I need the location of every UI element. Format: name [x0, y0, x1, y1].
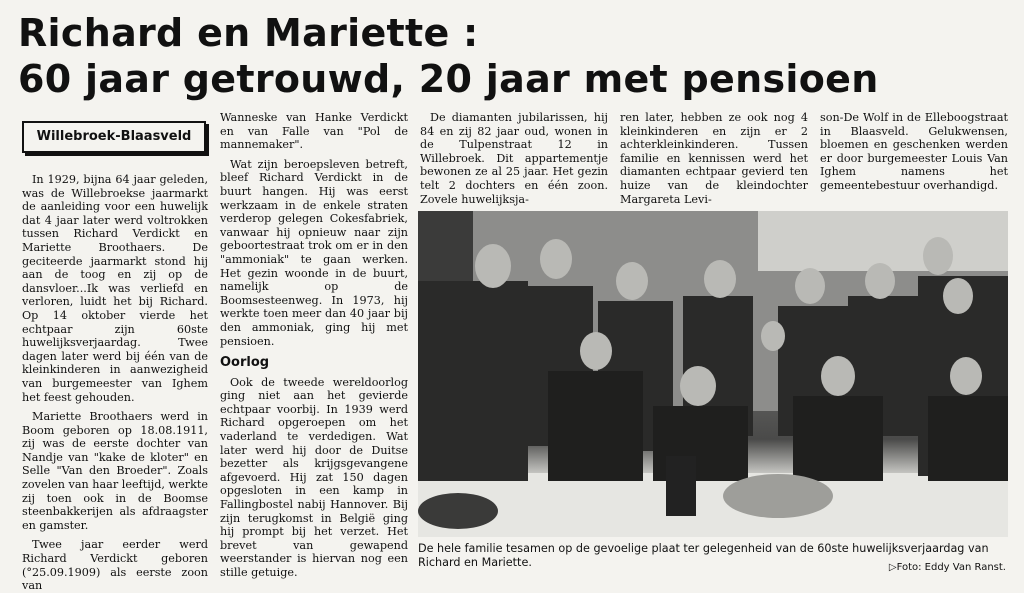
paragraph-family: ren later, hebben ze ook nog 4 kleinkinderen en zijn er 2 achterkleinkinderen. Tussen familie en kennissen werd het diamanten echtpaar gevierd ten huize van de kleindochter Margareta Levi- [620, 111, 808, 206]
family-photo [418, 211, 1008, 537]
headline-line-1: Richard en Mariette : [18, 11, 479, 55]
photo-credit: ▷Foto: Eddy Van Ranst. [888, 562, 1006, 573]
photo-caption: De hele familie tesamen op de gevoelige plaat ter gelegenheid van de 60ste huwelijksverjaardag van Richard en Mariette. [418, 542, 989, 569]
paragraph-mariette: Mariette Broothaers werd in Boom geboren op 18.08.1911, zij was de eerste dochter van Nandje van "kake de kloter" en Selle "Van den Broeder". Zoals zovelen van haar leeftijd, werkte zij toen ook in de Boomse steenbakkerijen als afdraagster en gamster. [22, 410, 208, 532]
paragraph-celebration: son-De Wolf in de Elleboogstraat in Blaasveld. Gelukwensen, bloemen en geschenken werden er door burgemeester Louis Van Ighem namens het gemeentebestuur overhandigd. [820, 111, 1008, 192]
headline-line-2: 60 jaar getrouwd, 20 jaar met pensioen [18, 57, 879, 101]
headline [18, 10, 1018, 102]
location-label: Willebroek-Blaasveld [22, 121, 206, 153]
article-column-2 [220, 111, 408, 580]
paragraph-war: Ook de tweede wereldoorlog ging niet aan het gevierde echtpaar voorbij. In 1939 werd Richard opgeroepen om het vaderland te verdedigen. Wat later werd hij door de Duitse bezetter als krijgsgevangene afgevoerd. Hij zat 150 dagen opgesloten in een kamp in Fallingbostel nabij Hannover. Bij zijn terugkomst in België ging hij prompt bij het verzet. Het brevet van gewapend weerstander is hiervan nog een stille getuige. [220, 375, 408, 579]
article-column-1 [22, 173, 208, 593]
paragraph-parents: Wanneske van Hanke Verdickt en van Falle van "Pol de mannemaker". [220, 111, 408, 152]
paragraph-intro: In 1929, bijna 64 jaar geleden, was de Willebroekse jaarmarkt de aanleiding voor een huwelijk dat 4 jaar later werd voltrokken tussen Richard Verdickt en Mariette Broothaers. De geciteerde jaarmarkt stond hij aan de toog en zij op de dansvloer...Ik was verliefd en verloren, luidt het bij Richard. Op 14 oktober vierde het echtpaar zijn 60ste huwelijksverjaardag. Twee dagen later werd bij één van de kleinkinderen in aanwezigheid van burgemeester van Ighem het feest gehouden. [22, 173, 208, 404]
paragraph-career: Wat zijn beroepsleven betreft, bleef Richard Verdickt in de buurt hangen. Hij was eerst werkzaam in de enkele straten verderop gelegen Cokesfabriek, vanwaar hij opnieuw naar zijn geboortestraat trok om er in den "ammoniak" te gaan werken. Het gezin woonde in de buurt, namelijk op de Boomsesteenweg. In 1973, hij werkte toen meer dan 40 jaar bij den ammoniak, ging hij met pensioen. [220, 157, 408, 348]
article-column-5 [820, 111, 1008, 193]
subhead-oorlog: Oorlog [220, 355, 270, 371]
paragraph-richard: Twee jaar eerder werd Richard Verdickt geboren (°25.09.1909) als eerste zoon van [22, 538, 208, 593]
paragraph-jubilarians: De diamanten jubilarissen, hij 84 en zij 82 jaar oud, wonen in de Tulpenstraat 12 in Willebroek. Dit appartementje bewonen ze al 25 jaar. Het gezin telt 2 dochters en één zoon. Zovele huwelijksja- [420, 111, 608, 206]
article-column-4 [620, 111, 808, 206]
article-column-3 [420, 111, 608, 206]
